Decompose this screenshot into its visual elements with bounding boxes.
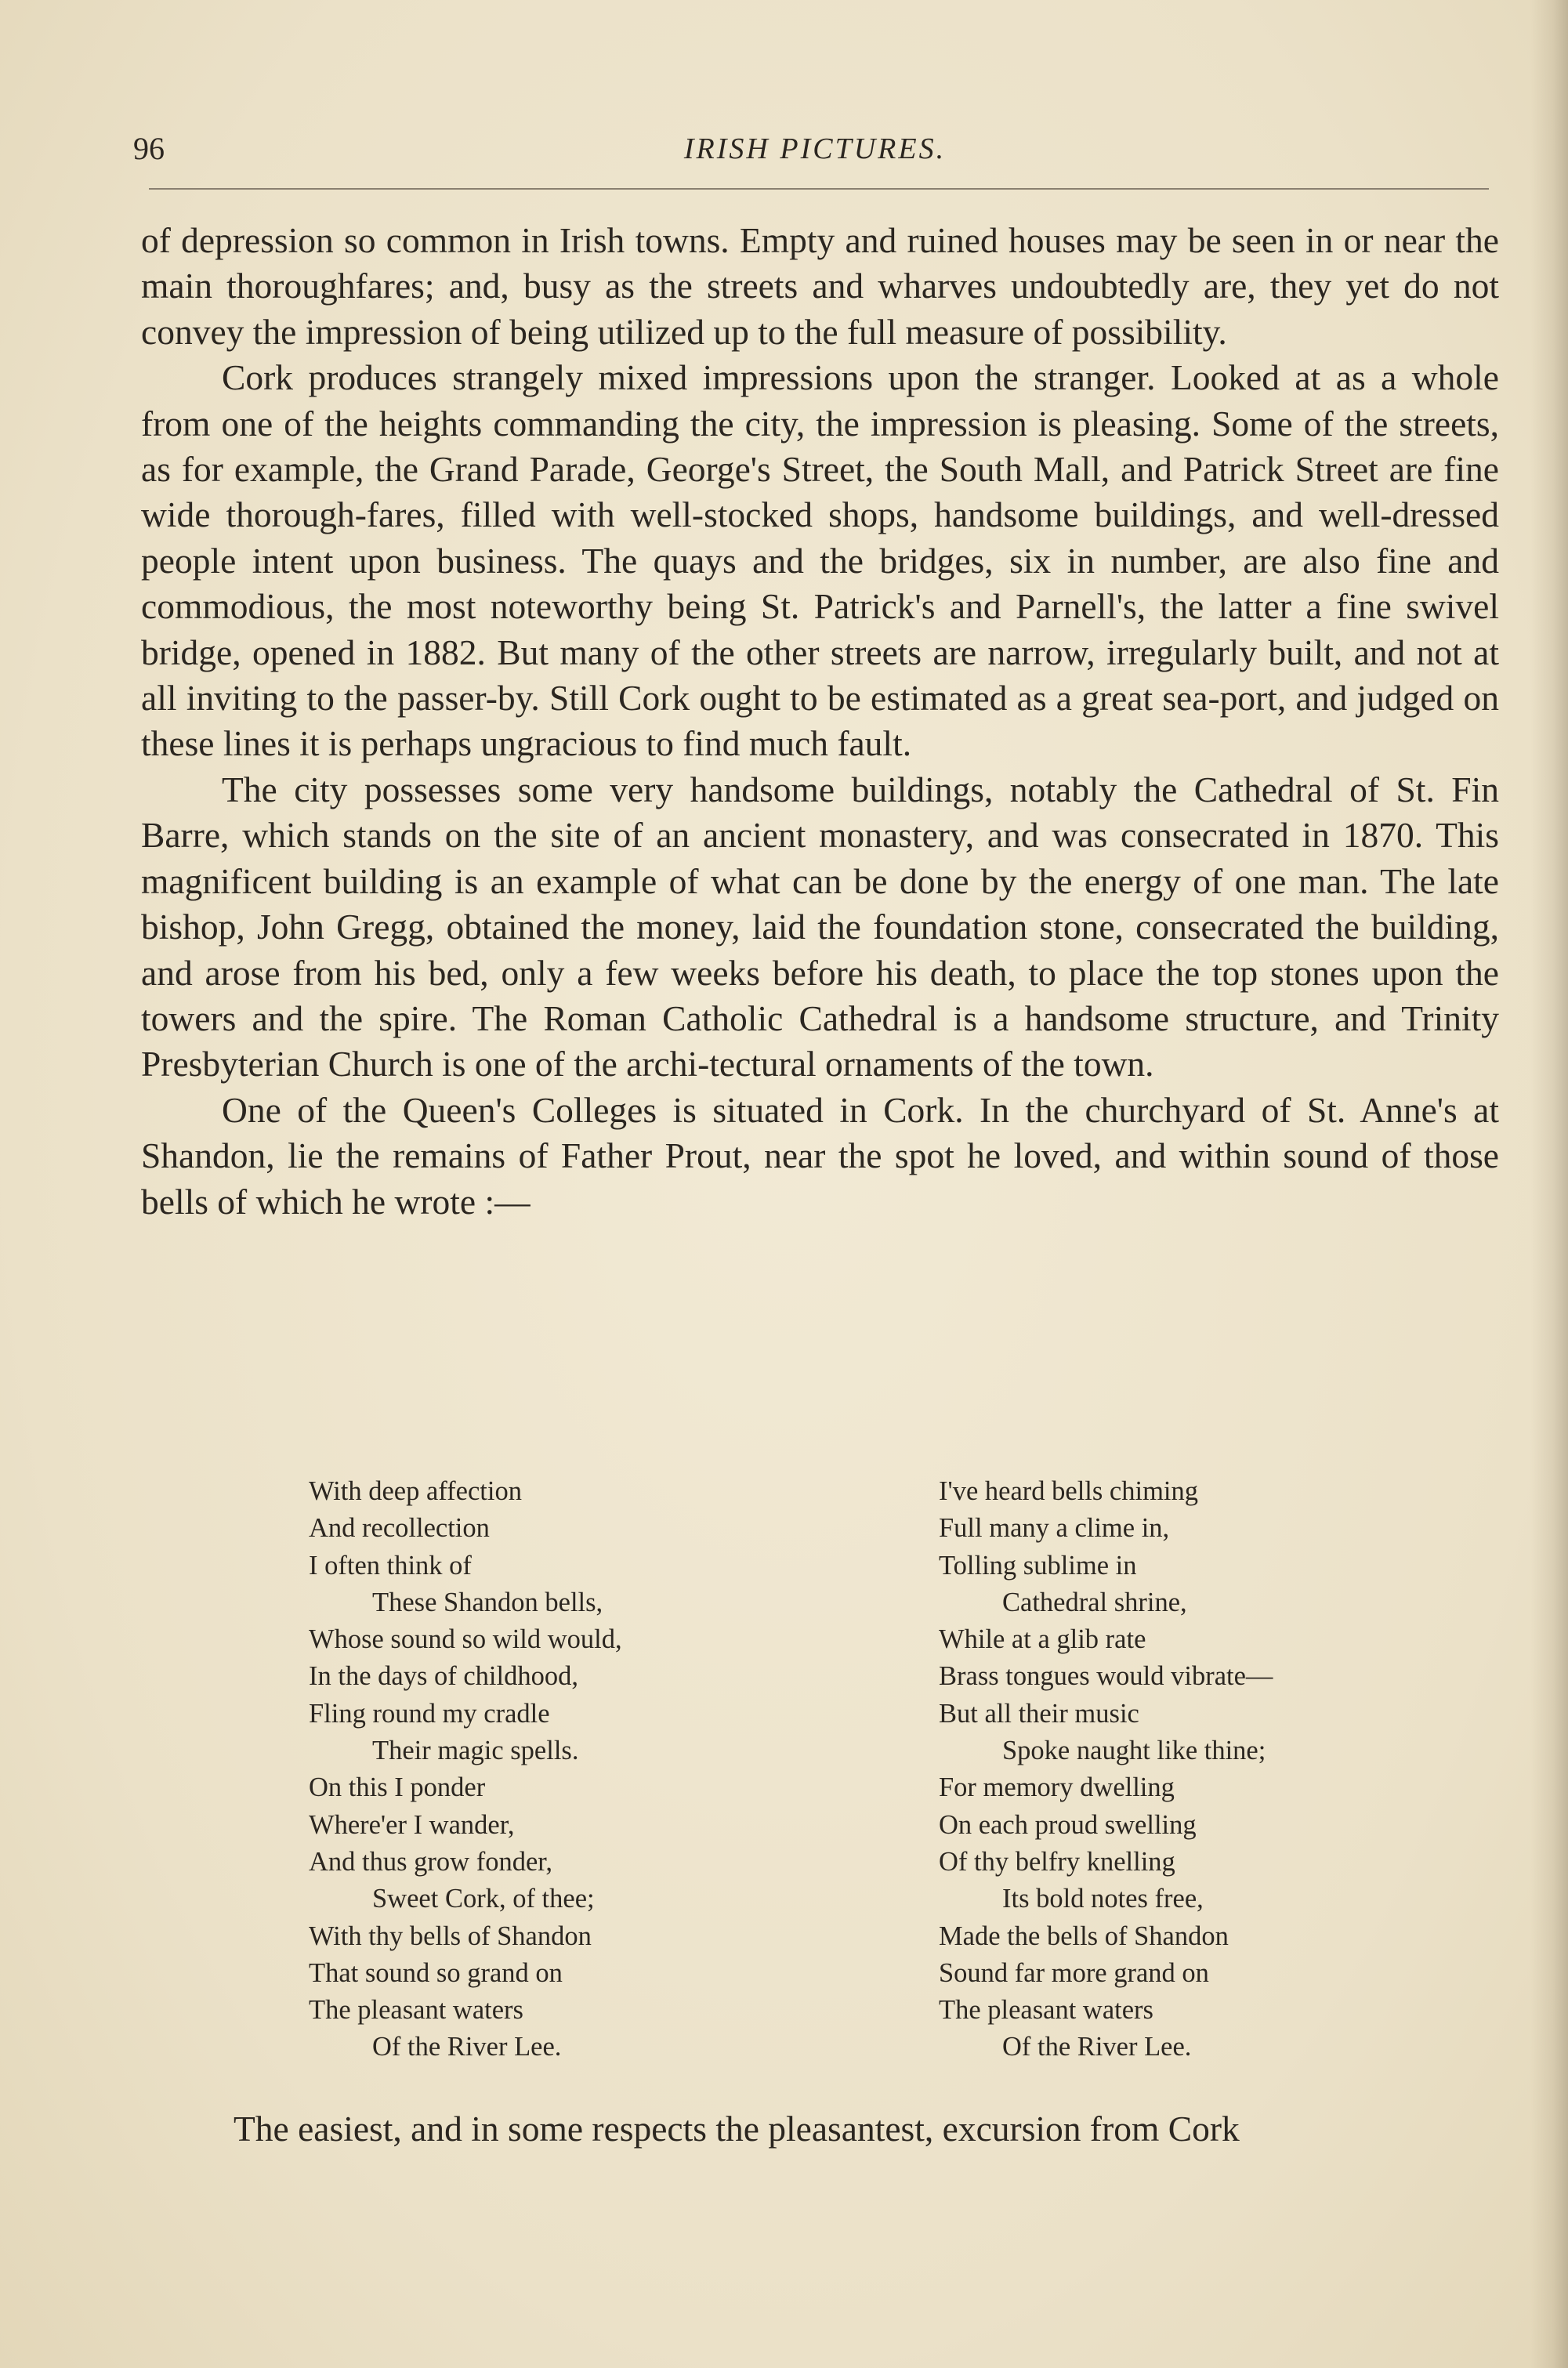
- poem-line: That sound so grand on: [309, 1957, 563, 1988]
- page-edge-shadow: [1530, 0, 1568, 2368]
- poem-line: And thus grow fonder,: [309, 1846, 552, 1877]
- poem-line: And recollection: [309, 1513, 490, 1544]
- poem-left-column: [309, 1473, 622, 2066]
- poem-line: Fling round my cradle: [309, 1698, 550, 1729]
- poem-line: These Shandon bells,: [372, 1587, 603, 1617]
- poem-line: Tolling sublime in: [939, 1550, 1137, 1580]
- page-number: 96: [133, 131, 165, 166]
- poem-line: The pleasant waters: [939, 1995, 1153, 2026]
- poem-line: On each proud swelling: [939, 1809, 1197, 1840]
- poem-right-column: [939, 1473, 1273, 2066]
- poem-line: Spoke naught like thine;: [1002, 1736, 1266, 1766]
- poem-line: But all their music: [939, 1698, 1139, 1729]
- poem-line: Full many a clime in,: [939, 1513, 1170, 1544]
- paragraph: One of the Queen's Colleges is situated in Cork. In the churchyard of St. Anne's at Shandon, lie the remains of Father Prout, near the spot he loved, and within sound of those bells of which he wrote :—: [141, 1089, 1499, 1222]
- poem-line: In the days of childhood,: [309, 1661, 578, 1692]
- poem-line: Of the River Lee.: [372, 2032, 562, 2062]
- paragraph: The city possesses some very handsome buildings, notably the Cathedral of St. Fin Barre, which stands on the site of an ancient monastery, and was consecrated in 1870. This magnificent building is an example of what can be done by the energy of one man. The late bishop, John Gregg, obtained the money, laid the foundation stone, consecrated the building, and arose from his bed, only a few weeks before his death, to place the top stones upon the towers and the spire. The Roman Catholic Cathedral is a handsome structure, and Trinity Presbyterian Church is one of the archi-tectural ornaments of the town.: [141, 769, 1499, 1084]
- poem-line: Of the River Lee.: [1002, 2032, 1192, 2062]
- poem-line: The pleasant waters: [309, 1995, 523, 2026]
- poem-line: While at a glib rate: [939, 1624, 1146, 1655]
- poem-line: Its bold notes free,: [1002, 1884, 1204, 1914]
- poem-line: For memory dwelling: [939, 1772, 1175, 1803]
- header-rule: [149, 188, 1489, 190]
- body-text: [141, 218, 1499, 1225]
- poem-line: On this I ponder: [309, 1772, 486, 1803]
- poem-line: Sound far more grand on: [939, 1957, 1209, 1988]
- page-header: [133, 125, 1497, 172]
- poem-line: Sweet Cork, of thee;: [372, 1884, 595, 1914]
- poem-line: Where'er I wander,: [309, 1809, 515, 1840]
- closing-line: The easiest, and in some respects the pleasantest, excursion from Cork: [234, 2109, 1240, 2149]
- poem-line: I've heard bells chiming: [939, 1476, 1198, 1506]
- poem-line: With deep affection: [309, 1476, 522, 1506]
- poem-line: Brass tongues would vibrate—: [939, 1661, 1273, 1692]
- paragraph: of depression so common in Irish towns. Empty and ruined houses may be seen in or near the main thoroughfares; and, busy as the streets and wharves undoubtedly are, they yet do not convey the impression of being utilized up to the full measure of possibility.: [141, 220, 1499, 352]
- poem-line: Of thy belfry knelling: [939, 1846, 1175, 1877]
- poem-line: Their magic spells.: [372, 1736, 579, 1766]
- poem-line: Whose sound so wild would,: [309, 1624, 622, 1655]
- poem-line: Made the bells of Shandon: [939, 1921, 1229, 1951]
- paragraph: Cork produces strangely mixed impressions upon the stranger. Looked at as a whole from one of the heights commanding the city, the impression is pleasing. Some of the streets, as for example, the Grand Parade, George's Street, the South Mall, and Patrick Street are fine wide thorough-fares, filled with well-stocked shops, handsome buildings, and well-dressed people intent upon business. The quays and the bridges, six in number, are also fine and commodious, the most noteworthy being St. Patrick's and Parnell's, the latter a fine swivel bridge, opened in 1882. But many of the other streets are narrow, irregularly built, and not at all inviting to the passer-by. Still Cork ought to be estimated as a great sea-port, and judged on these lines it is perhaps ungracious to find much fault.: [141, 357, 1499, 764]
- poem-line: Cathedral shrine,: [1002, 1587, 1187, 1617]
- running-title: IRISH PICTURES.: [683, 132, 947, 165]
- poem-line: With thy bells of Shandon: [309, 1921, 592, 1951]
- poem-line: I often think of: [309, 1550, 472, 1580]
